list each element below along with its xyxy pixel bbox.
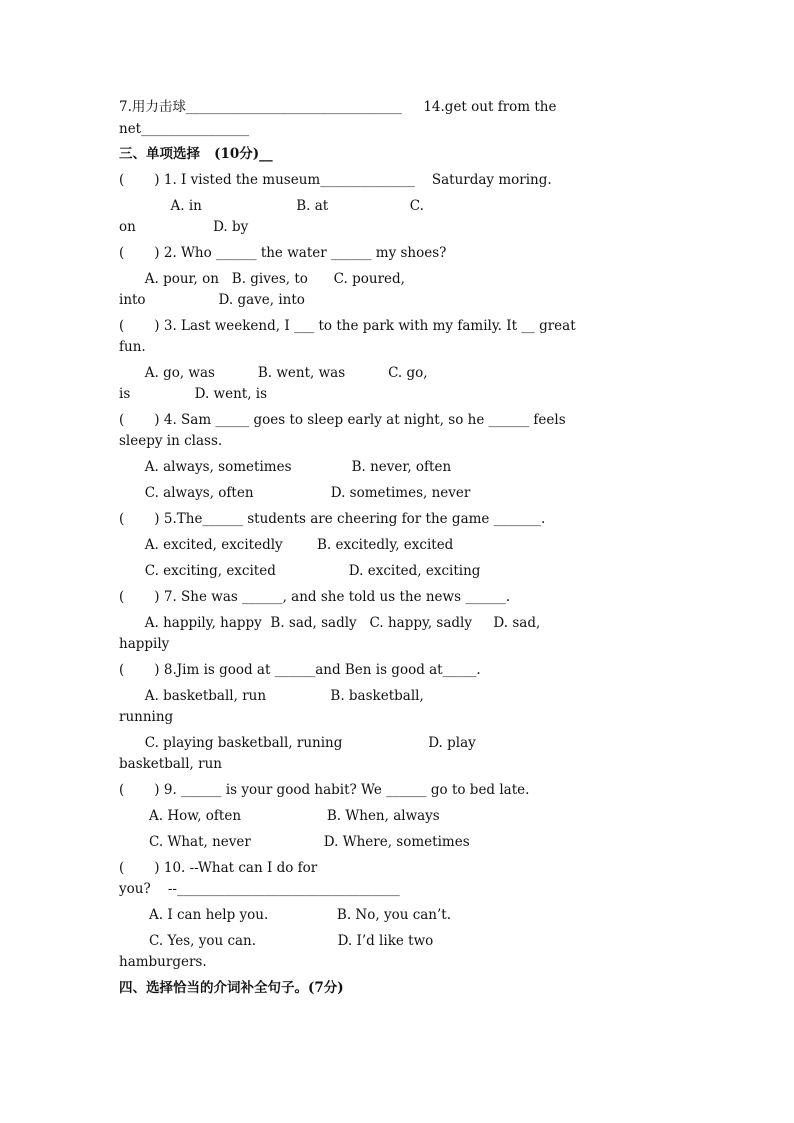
text-line: into D. gave, into	[119, 292, 305, 308]
text-line: fun.	[119, 339, 146, 355]
text-line: A. go, was B. went, was C. go,	[119, 365, 428, 381]
text-line: 7.用力击球________________________________ 14.get out from the	[119, 99, 557, 115]
text-line: A. excited, excitedly B. excitedly, excited	[119, 537, 454, 553]
text-line: C. exciting, excited D. excited, exciting	[119, 563, 481, 579]
text-line: 三、单项选择 (10分)__	[119, 146, 273, 162]
text-line: ( ) 8.Jim is good at ______and Ben is good at_____.	[119, 662, 481, 678]
text-line: ( ) 5.The______ students are cheering for the game _______.	[119, 511, 546, 527]
text-line: A. How, often B. When, always	[119, 808, 440, 824]
text-line: ( ) 2. Who ______ the water ______ my shoes?	[119, 245, 447, 261]
text-line: running	[119, 709, 174, 725]
text-line: C. What, never D. Where, sometimes	[119, 834, 470, 850]
text-line: ( ) 9. ______ is your good habit? We ______ go to bed late.	[119, 782, 530, 798]
text-line: A. in B. at C.	[119, 198, 424, 214]
text-line: net________________	[119, 121, 250, 137]
text-line: ( ) 7. She was ______, and she told us the news ______.	[119, 589, 511, 605]
text-line: sleepy in class.	[119, 433, 223, 449]
text-line: A. happily, happy B. sad, sadly C. happy, sadly D. sad,	[119, 615, 541, 631]
text-line: happily	[119, 636, 170, 652]
text-line: A. pour, on B. gives, to C. poured,	[119, 271, 405, 287]
text-line: A. always, sometimes B. never, often	[119, 459, 452, 475]
text-line: 四、选择恰当的介词补全句子。(7分)	[119, 980, 344, 996]
text-line: ( ) 3. Last weekend, I ___ to the park with my family. It __ great	[119, 318, 576, 334]
text-line: A. I can help you. B. No, you can’t.	[119, 907, 452, 923]
text-line: is D. went, is	[119, 386, 268, 402]
text-line: ( ) 10. --What can I do for	[119, 860, 318, 876]
text-line: ( ) 1. I visted the museum______________ Saturday moring.	[119, 172, 552, 188]
text-line: A. basketball, run B. basketball,	[119, 688, 424, 704]
text-line: C. always, often D. sometimes, never	[119, 485, 471, 501]
text-line: you? --_________________________________	[119, 881, 400, 897]
text-line: C. Yes, you can. D. I’d like two	[119, 933, 434, 949]
text-line: C. playing basketball, runing D. play	[119, 735, 476, 751]
text-line: basketball, run	[119, 756, 222, 772]
text-line: hamburgers.	[119, 954, 207, 970]
text-line: on D. by	[119, 219, 249, 235]
text-line: ( ) 4. Sam _____ goes to sleep early at night, so he ______ feels	[119, 412, 566, 428]
